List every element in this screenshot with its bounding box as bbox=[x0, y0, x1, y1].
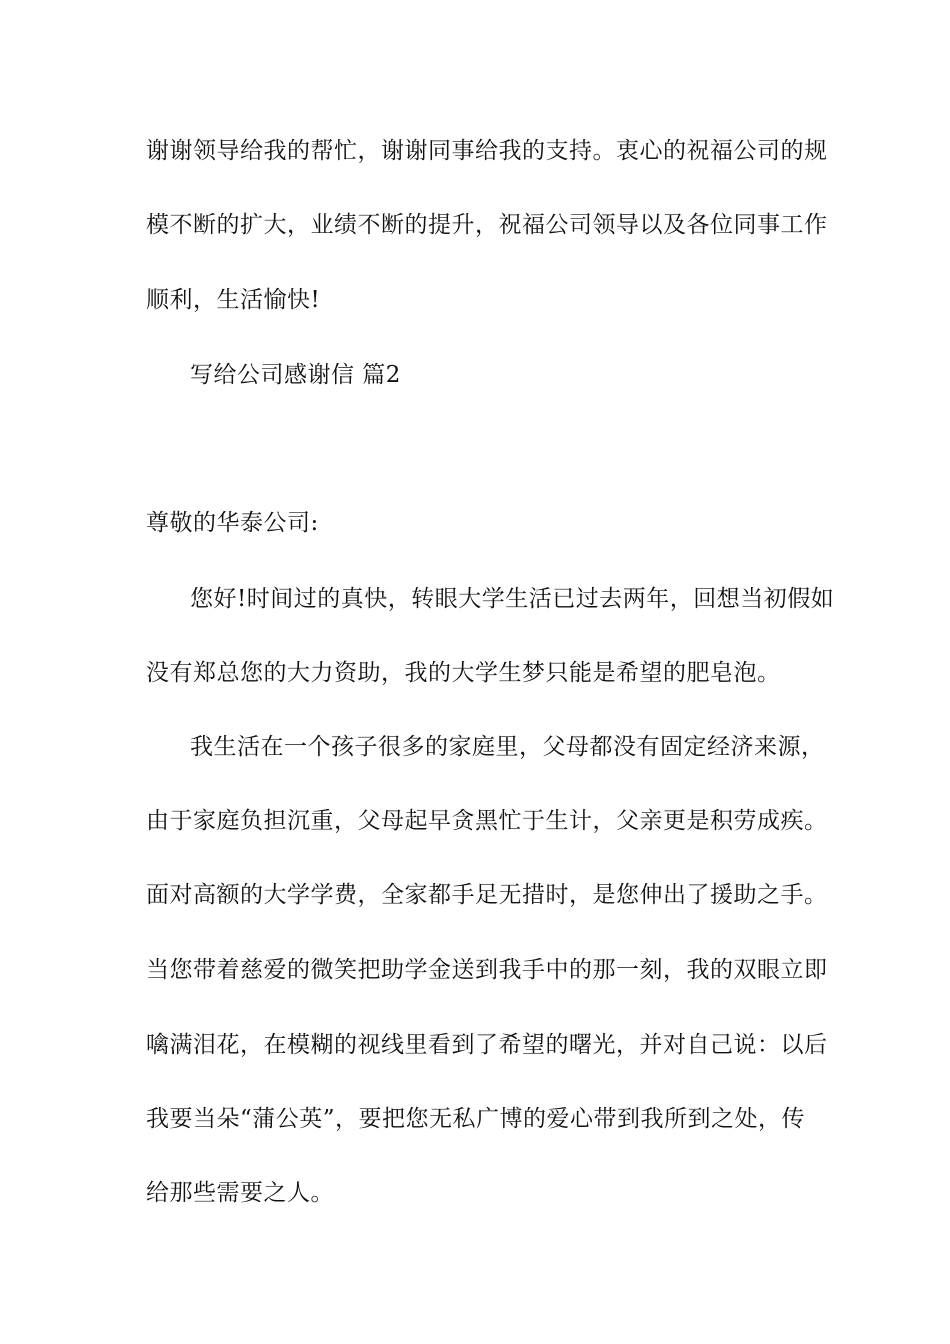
paragraph-line: 面对高额的大学学费，全家都手足无措时，是您伸出了援助之手。 bbox=[146, 882, 828, 908]
paragraph-line: 谢谢领导给我的帮忙，谢谢同事给我的支持。衷心的祝福公司的规 bbox=[146, 138, 828, 164]
paragraph-line: 由于家庭负担沉重，父母起早贪黑忙于生计，父亲更是积劳成疾。 bbox=[146, 808, 828, 834]
paragraph-line: 当您带着慈爱的微笑把助学金送到我手中的那一刻，我的双眼立即 bbox=[146, 957, 828, 983]
paragraph-line: 我生活在一个孩子很多的家庭里，父母都没有固定经济来源， bbox=[190, 734, 825, 760]
paragraph-line: 噙满泪花，在模糊的视线里看到了希望的曙光，并对自己说：以后 bbox=[146, 1032, 828, 1058]
paragraph-line: 顺利，生活愉快! bbox=[146, 287, 321, 313]
paragraph-line: 我要当朵“蒲公英”，要把您无私广博的爱心带到我所到之处，传 bbox=[146, 1106, 806, 1132]
section-heading: 写给公司感谢信 篇2 bbox=[190, 362, 401, 388]
paragraph-line: 给那些需要之人。 bbox=[146, 1180, 334, 1206]
paragraph-line: 模不断的扩大，业绩不断的提升，祝福公司领导以及各位同事工作 bbox=[146, 212, 828, 238]
salutation: 尊敬的华泰公司: bbox=[146, 510, 319, 536]
paragraph-line: 没有郑总您的大力资助，我的大学生梦只能是希望的肥皂泡。 bbox=[146, 660, 781, 686]
paragraph-line: 您好!时间过的真快，转眼大学生活已过去两年，回想当初假如 bbox=[190, 586, 835, 612]
